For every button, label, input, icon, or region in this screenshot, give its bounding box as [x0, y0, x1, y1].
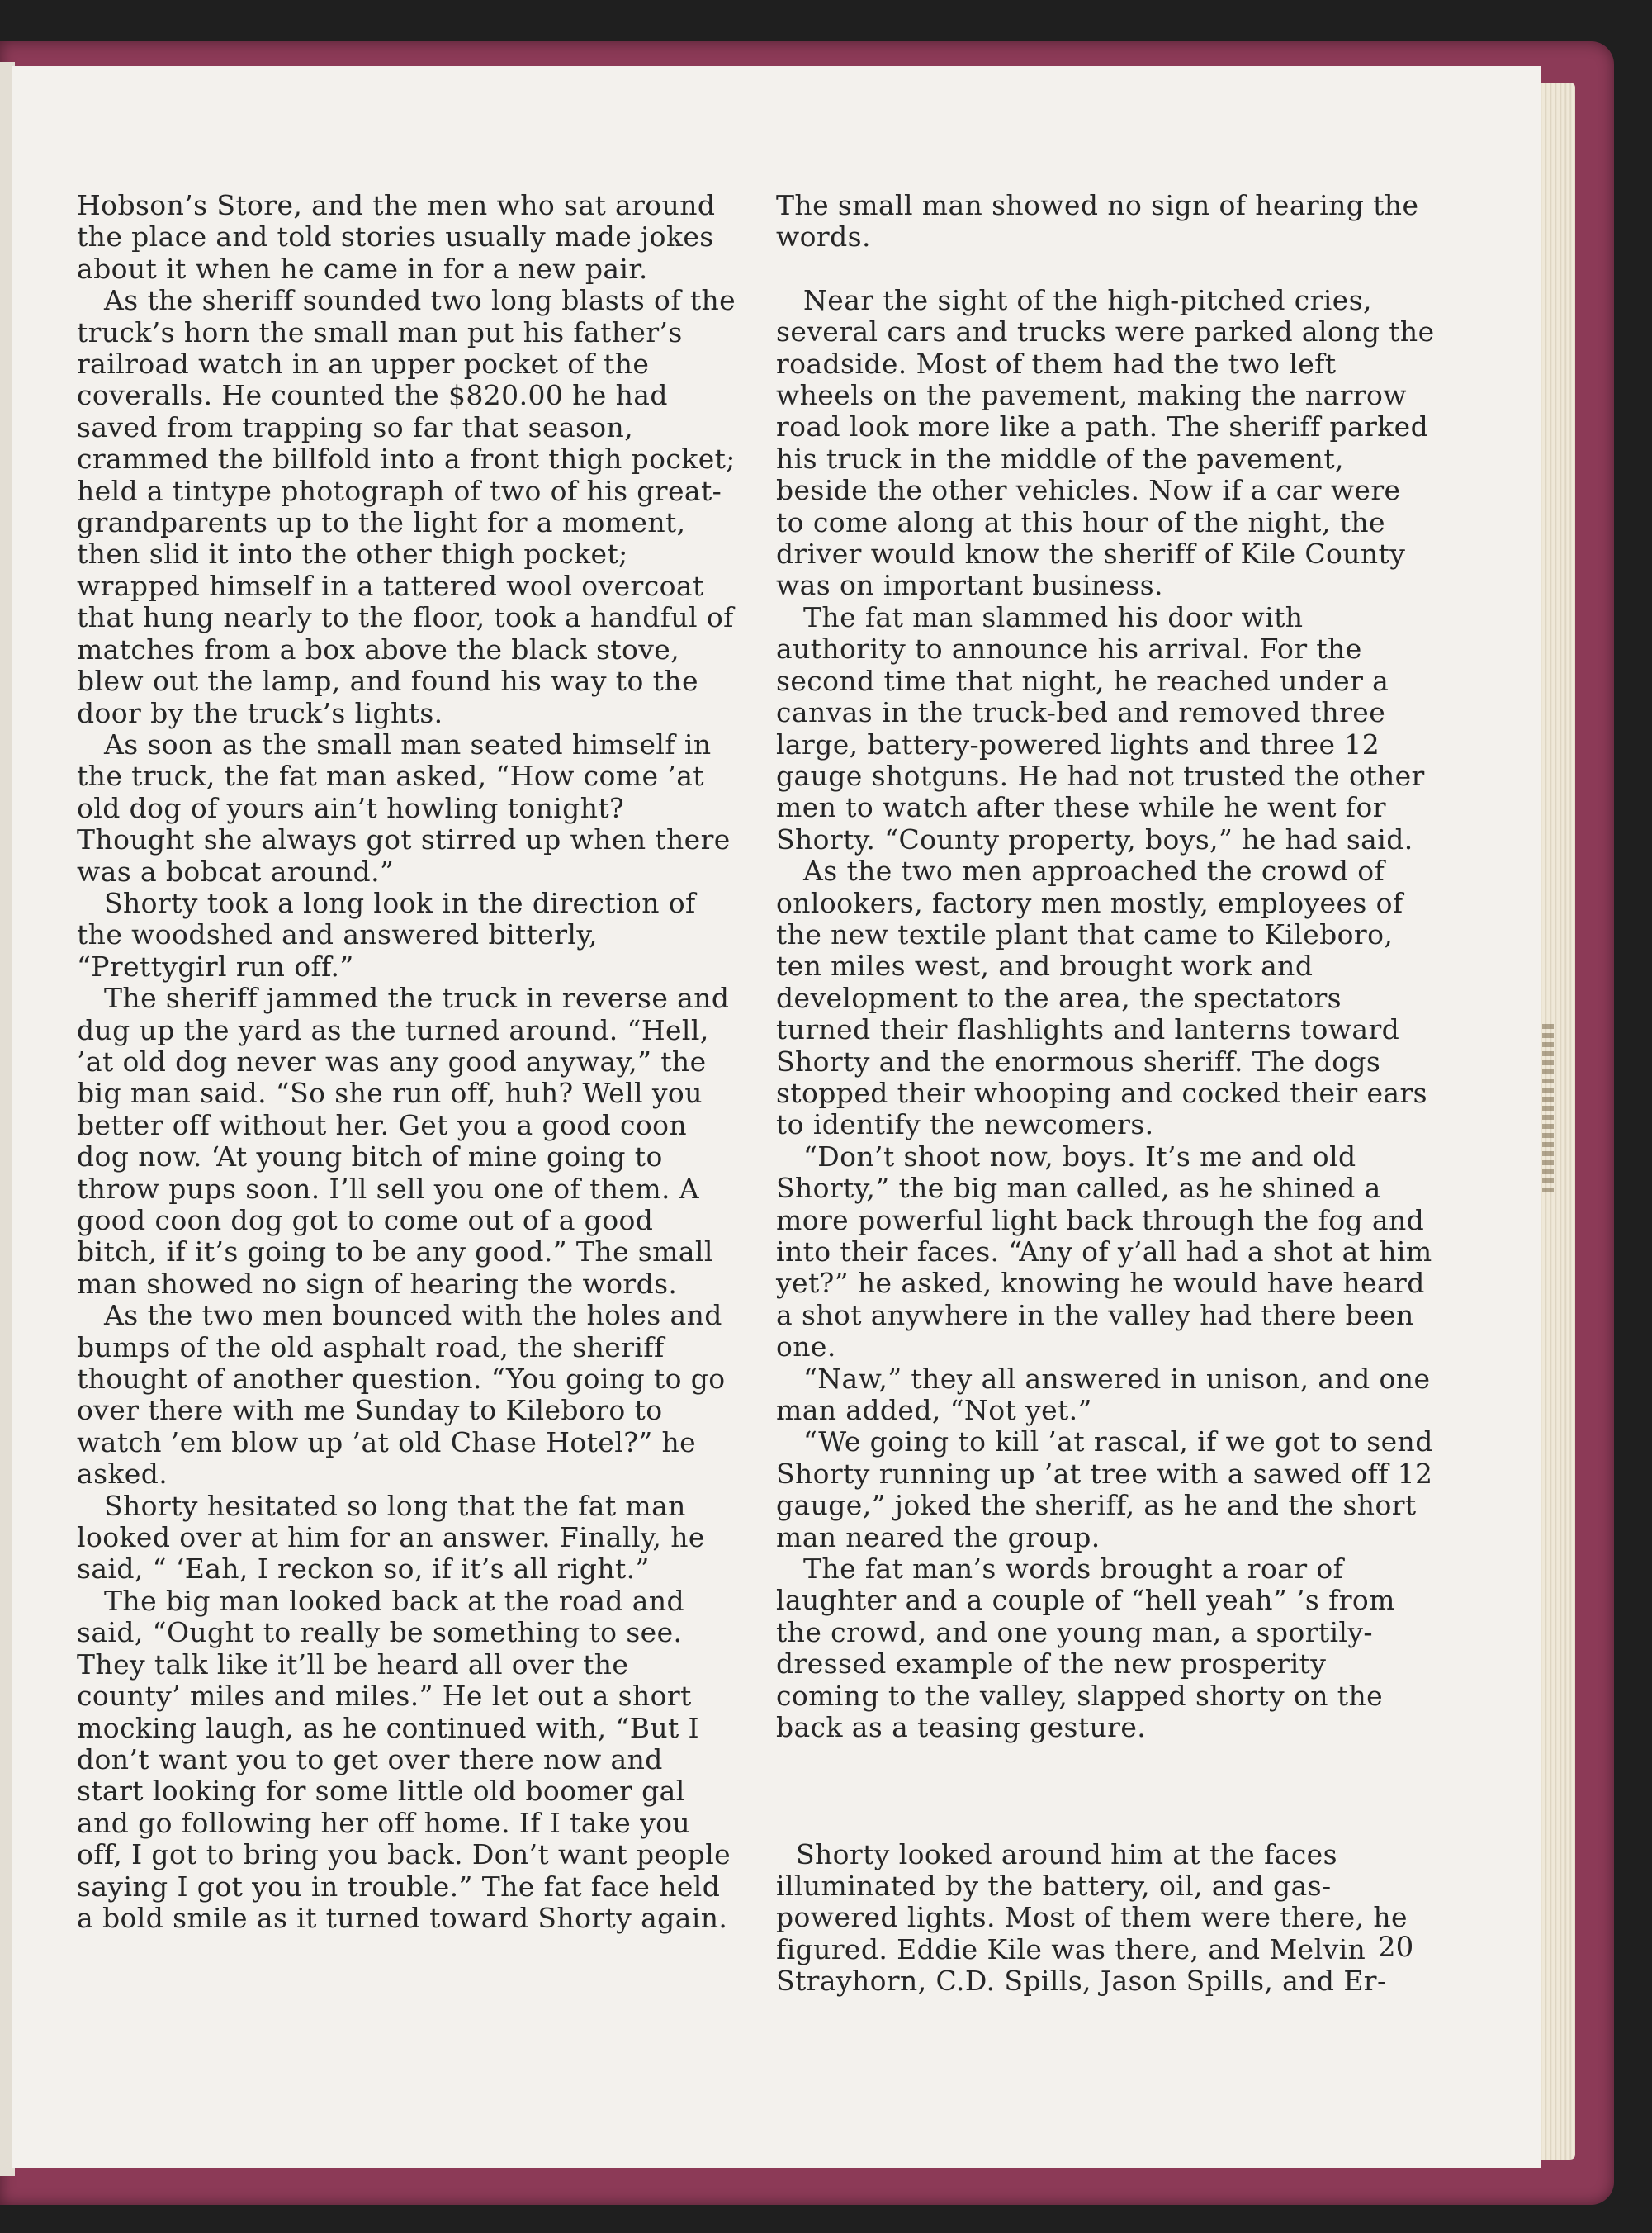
left-text-column — [77, 190, 737, 1934]
paragraph: Near the sight of the high-pitched cries, several cars and trucks were parked along the roadside. Most of them had the two left wheels on the pavement, making the narrow road look more like a path. The sheriff parked his truck in the middle of the pavement, beside the other vehicles. Now if a car were to come along at this hour of the night, the driver would know the sheriff of Kile County was on important business. — [776, 283, 1435, 602]
paragraph: The small man showed no sign of hearing the words. — [776, 189, 1419, 254]
paragraph: Hobson’s Store, and the men who sat around the place and told stories usually made jokes about it when he came in for a new pair. — [77, 189, 716, 285]
paragraph: As the two men approached the crowd of onlookers, factory men mostly, employees of the new textile plant that came to Kileboro, ten miles west, and brought work and development to the area, the spectators turned their flashlights and lanterns toward Shorty and the enormous sheriff. The dogs stopped their whooping and cocked their ears to identify the newcomers. — [776, 855, 1427, 1141]
paragraph: “We going to kill ’at rascal, if we got to send Shorty running up ’at tree with a sawed off 12 gauge,” joked the sheriff, as he and the short man neared the group. — [776, 1425, 1433, 1553]
paragraph: The sheriff jammed the truck in reverse and dug up the yard as the turned around. “Hell, ’at old dog never was any good anyway,” the big man said. “So she run off, huh? Well you better off without her. Get you a good coon dog now. ‘At young bitch of mine going to throw pups soon. I’ll sell you one of them. A good coon dog got to come out of a good bitch, if it’s going to be any good.” The small man showed no sign of hearing the words. — [77, 982, 730, 1300]
paragraph: As the sheriff sounded two long blasts of the truck’s horn the small man put his father’s railroad watch in an upper pocket of the coveralls. He counted the $820.00 he had saved from trapping so far that season, crammed the billfold into a front thigh pocket; held a tintype photograph of two of his great-grandparents up to the light for a moment, then slid it into the other thigh pocket; wrapped himself in a tattered wool overcoat that hung nearly to the floor, took a handful of matches from a box above the black stove, blew out the lamp, and found his way to the door by the truck’s lights. — [77, 284, 736, 729]
paragraph: The fat man slammed his door with authority to announce his arrival. For the second time that night, he reached under a canvas in the truck-bed and removed three large, battery-powered lights and three 12 gauge shotguns. He had not trusted the other men to watch after these while he went for Shorty. “County property, boys,” he had said. — [776, 600, 1425, 856]
paragraph: As the two men bounced with the holes and bumps of the old asphalt road, the sheriff thought of another question. “You going to go over there with me Sunday to Kileboro to watch ’em blow up ’at old Chase Hotel?” he asked. — [77, 1299, 726, 1491]
paragraph: As soon as the small man seated himself in the truck, the fat man asked, “How come ’at old dog of yours ain’t howling tonight? Thought she always got stirred up when there was a bobcat around.” — [77, 728, 731, 888]
book-page — [12, 66, 1541, 2168]
page-number: 20 — [1378, 1931, 1414, 1964]
paragraph: Shorty looked around him at the faces illuminated by the battery, oil, and gas-powered lights. Most of them were there, he figured. Eddie Kile was there, and Melvin Strayhorn, C.D. Spills, Jason Spills, and Er- — [776, 1837, 1408, 1998]
paragraph: “Don’t shoot now, boys. It’s me and old Shorty,” the big man called, as he shined a more powerful light back through the fog and into their faces. “Any of y’all had a shot at him yet?” he asked, knowing he would have heard a shot anywhere in the valley had there been one. — [776, 1140, 1432, 1363]
spine-lettering — [1542, 1024, 1554, 1197]
paragraph: The fat man’s words brought a roar of laughter and a couple of “hell yeah” ’s from the crowd, and one young man, a sportily-dressed example of the new prosperity coming to the valley, slapped shorty on the back as a teasing gesture. — [776, 1553, 1395, 1744]
paragraph: “Naw,” they all answered in unison, and one man added, “Not yet.” — [776, 1362, 1431, 1427]
paragraph: Shorty hesitated so long that the fat man looked over at him for an answer. Finally, he said, “ ‘Eah, I reckon so, if it’s all right.” — [77, 1489, 705, 1586]
paragraph: The big man looked back at the road and said, “Ought to really be something to see. They talk like it’ll be heard all over the county’ miles and miles.” He let out a short mocking laugh, as he continued with, “But I don’t want you to get over there now and start looking for some little old boomer gal and go following her off home. If I take you off, I got to bring you back. Don’t want people saying I got you in trouble.” The fat face held a bold smile as it turned toward Shorty again. — [77, 1584, 731, 1934]
paragraph: Shorty took a long look in the direction of the woodshed and answered bitterly, “Prettygirl run off.” — [77, 886, 696, 983]
right-text-column — [776, 190, 1437, 1998]
